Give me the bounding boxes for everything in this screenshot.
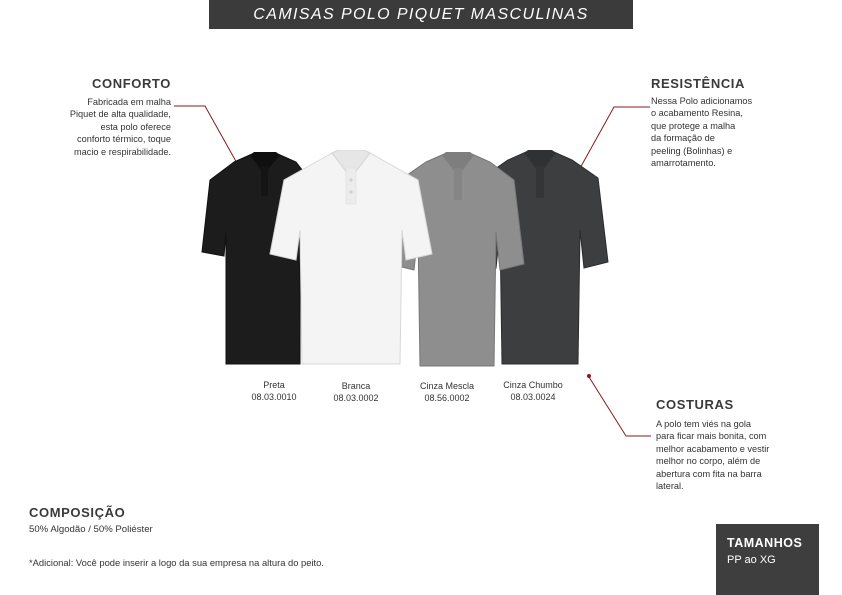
product-caption-preta xyxy=(229,379,319,403)
resistencia-line: amarrotamento. xyxy=(651,158,716,169)
composicao-heading: COMPOSIÇÃO xyxy=(29,505,126,520)
product-code: 08.03.0010 xyxy=(251,392,297,402)
conforto-line: esta polo oferece xyxy=(100,121,171,132)
conforto-line: conforto térmico, toque xyxy=(77,134,171,145)
product-caption-cinza-chumbo xyxy=(488,379,578,403)
resistencia-line: da formação de xyxy=(651,133,715,144)
shirt-placket xyxy=(536,166,544,198)
resistencia-line: peeling (Bolinhas) e xyxy=(651,145,733,156)
resistencia-heading: RESISTÊNCIA xyxy=(651,76,746,91)
conforto-line: Piquet de alta qualidade, xyxy=(69,109,171,120)
costuras-line: lateral. xyxy=(656,481,684,492)
costuras-line: A polo tem viés na gola xyxy=(656,419,751,429)
resistencia-line: que protege a malha xyxy=(651,120,736,131)
footnote: *Adicional: Você pode inserir a logo da sua empresa na altura do peito. xyxy=(29,557,324,568)
tamanhos-heading: TAMANHOS xyxy=(727,536,803,550)
costuras-heading: COSTURAS xyxy=(656,397,734,412)
costuras-callout-line xyxy=(589,377,651,436)
product-code: 08.03.0024 xyxy=(510,392,556,402)
costuras-line: para ficar mais bonita, com xyxy=(656,431,767,442)
conforto-heading: CONFORTO xyxy=(92,76,171,91)
shirt-placket xyxy=(346,168,356,204)
costuras-callout-dot xyxy=(587,374,591,378)
shirt-placket xyxy=(454,168,462,200)
polo-shirt-branca xyxy=(266,150,436,370)
product-code: 08.03.0002 xyxy=(333,393,379,403)
conforto-line: macio e respirabilidade. xyxy=(73,146,171,157)
costuras-line: melhor no corpo, além de xyxy=(656,456,761,467)
costuras-line: melhor acabamento e vestir xyxy=(656,443,770,454)
product-name: Cinza Chumbo xyxy=(503,380,563,390)
composicao-value: 50% Algodão / 50% Poliéster xyxy=(29,524,153,535)
conforto-line: Fabricada em malha xyxy=(87,97,171,107)
product-caption-branca xyxy=(311,380,401,404)
product-name: Preta xyxy=(263,380,285,390)
costuras-line: abertura com fita na barra xyxy=(656,468,762,479)
shirt-button xyxy=(349,178,352,181)
product-name: Branca xyxy=(341,381,371,391)
page-title: CAMISAS POLO PIQUET MASCULINAS xyxy=(253,6,589,23)
resistencia-line: Nessa Polo adicionamos xyxy=(651,96,753,106)
product-name: Cinza Mescla xyxy=(419,381,475,391)
product-code: 08.56.0002 xyxy=(424,393,470,403)
shirt-button xyxy=(349,190,352,193)
tamanhos-value: PP ao XG xyxy=(727,554,776,566)
resistencia-line: o acabamento Resina, xyxy=(651,108,743,119)
product-caption-cinza-mescla xyxy=(402,380,492,404)
tamanhos-box xyxy=(716,524,819,595)
